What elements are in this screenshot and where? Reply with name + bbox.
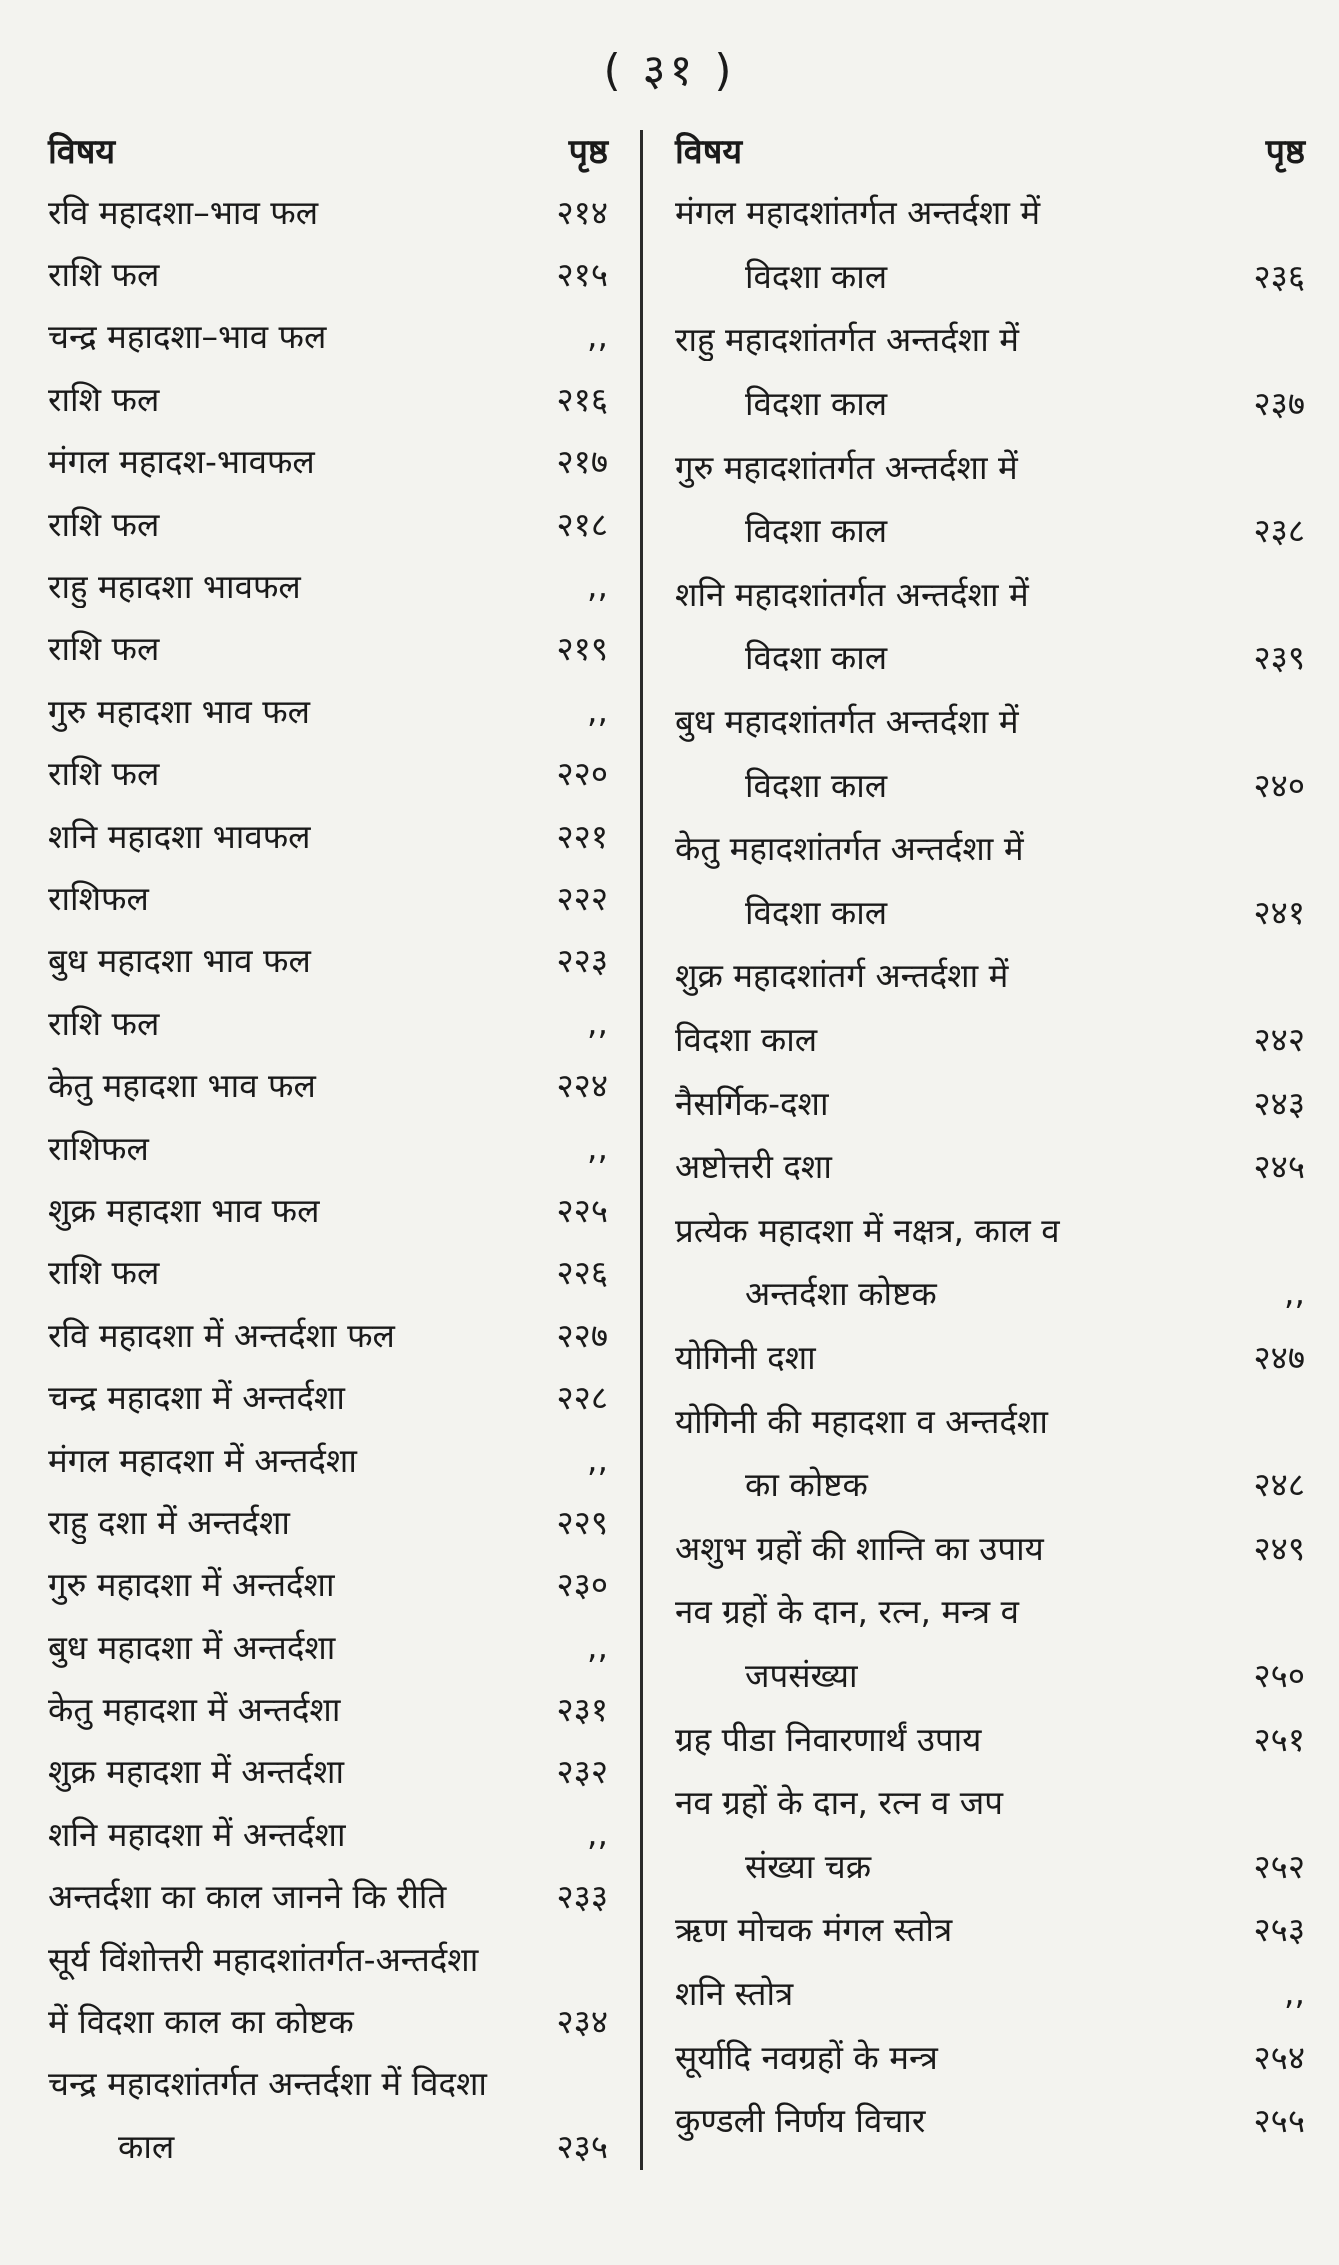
entry-title: योगिनी की महादशा व अन्तर्दशा: [675, 1401, 1048, 1441]
entry-title: चन्द्र महादशांतर्गत अन्तर्दशा में विदशा: [48, 2064, 487, 2104]
toc-entry: [675, 1261, 1305, 1325]
toc-entry: [675, 1388, 1305, 1452]
entry-title: विदशा काल: [745, 384, 888, 424]
entry-title: शनि महादशा भावफल: [48, 816, 311, 856]
entry-page: २२१: [556, 816, 608, 856]
toc-entry: [675, 752, 1305, 816]
toc-entry: [48, 1116, 608, 1178]
toc-entry: [48, 1490, 608, 1552]
toc-entry: [48, 866, 608, 928]
left-header: [48, 120, 608, 180]
toc-entry: [675, 1643, 1305, 1707]
entry-page: ,,: [1284, 1273, 1305, 1313]
toc-entry: [48, 554, 608, 616]
toc-entry: [48, 1365, 608, 1427]
page-header: पृष्ठ: [568, 132, 608, 172]
entry-title: बुध महादशांतर्गत अन्तर्दशा में: [675, 702, 1019, 742]
toc-entry: [675, 562, 1305, 626]
right-column: [675, 120, 1305, 2151]
entry-title: अन्तर्दशा का काल जानने कि रीति: [48, 1877, 447, 1917]
toc-entry: [675, 1070, 1305, 1134]
toc-entry: [675, 1325, 1305, 1389]
page-number: ( ३१ ): [603, 45, 736, 96]
entry-title: मंगल महादशांतर्गत अन्तर्दशा में: [675, 193, 1041, 233]
entry-title: ग्रह पीडा निवारणार्थं उपाय: [675, 1719, 982, 1759]
toc-entry: [48, 242, 608, 304]
entry-title: प्रत्येक महादशा में नक्षत्र, काल व: [675, 1210, 1060, 1250]
toc-entry: [48, 1802, 608, 1864]
entry-page: २३९: [1253, 638, 1305, 678]
entry-title: अशुभ ग्रहों की शान्ति का उपाय: [675, 1528, 1044, 1568]
toc-entry: [675, 880, 1305, 944]
entry-page: २४८: [1253, 1465, 1305, 1505]
entry-title: सूर्य विंशोत्तरी महादशांतर्गत-अन्तर्दशा: [48, 1939, 479, 1979]
entry-page: २२०: [556, 754, 608, 794]
entry-title: संख्या चक्र: [745, 1846, 872, 1886]
entry-title: रवि महादशा में अन्तर्दशा फल: [48, 1315, 395, 1355]
entry-title: राशि फल: [48, 1253, 160, 1293]
entry-title: जपसंख्या: [745, 1655, 858, 1695]
entry-page: २५१: [1253, 1719, 1305, 1759]
toc-entry: [48, 1865, 608, 1927]
toc-entry: [675, 1452, 1305, 1516]
entry-title: विदशा काल: [745, 892, 888, 932]
toc-entry: [675, 1833, 1305, 1897]
toc-entry: [675, 1706, 1305, 1770]
entry-title: चन्द्र महादशा–भाव फल: [48, 317, 327, 357]
entry-title: चन्द्र महादशा में अन्तर्दशा: [48, 1378, 345, 1418]
entry-page: ,,: [587, 316, 608, 356]
entry-title: विदशा काल: [675, 1020, 818, 1060]
entry-page: ,,: [587, 566, 608, 606]
toc-entry: [48, 804, 608, 866]
entry-title: का कोष्टक: [745, 1465, 868, 1505]
entry-title: विदशा काल: [745, 638, 888, 678]
entry-page: २३७: [1253, 384, 1305, 424]
entry-page: २३५: [556, 2126, 608, 2166]
toc-entry: [48, 1178, 608, 1240]
toc-entry: [48, 1740, 608, 1802]
entry-page: २४१: [1253, 892, 1305, 932]
entry-title: गुरु महादशा भाव फल: [48, 691, 311, 731]
toc-entry: [675, 180, 1305, 244]
toc-entry: [675, 1007, 1305, 1071]
entry-title: कुण्डली निर्णय विचार: [675, 2101, 926, 2141]
toc-entry: [48, 1241, 608, 1303]
entry-title: अन्तर्दशा कोष्टक: [745, 1274, 937, 1314]
toc-entry: [675, 1515, 1305, 1579]
entry-page: २५२: [1253, 1846, 1305, 1886]
entry-page: २१४: [556, 192, 608, 232]
entry-title: योगिनी दशा: [675, 1337, 816, 1377]
entry-title: बुध महादशा भाव फल: [48, 941, 311, 981]
entry-title: राहु महादशा भावफल: [48, 567, 301, 607]
entry-title: शनि स्तोत्र: [675, 1973, 794, 2013]
entry-page: २१८: [556, 504, 608, 544]
entry-page: २३१: [556, 1690, 608, 1730]
entry-page: २२७: [556, 1315, 608, 1355]
toc-entry: [48, 679, 608, 741]
entry-title: शनि महादशांतर्गत अन्तर्दशा में: [675, 574, 1029, 614]
toc-entry: [675, 498, 1305, 562]
toc-entry: [48, 1677, 608, 1739]
toc-entry: [675, 2088, 1305, 2152]
toc-entry: [675, 1770, 1305, 1834]
entry-title: विदशा काल: [745, 765, 888, 805]
entry-title: मंगल महादश-भावफल: [48, 442, 315, 482]
toc-entry: [675, 1134, 1305, 1198]
entry-page: २४९: [1253, 1528, 1305, 1568]
entry-title: शनि महादशा में अन्तर्दशा: [48, 1814, 346, 1854]
toc-entry: [48, 1428, 608, 1490]
entry-page: ,,: [587, 1002, 608, 1042]
entry-title: ऋण मोचक मंगल स्तोत्र: [675, 1910, 953, 1950]
subject-header: विषय: [675, 132, 743, 172]
entry-title: अष्टोत्तरी दशा: [675, 1147, 832, 1187]
toc-entry: [48, 1303, 608, 1365]
entry-page: ,,: [587, 1626, 608, 1666]
entry-title: राशि फल: [48, 629, 160, 669]
entry-page: ,,: [587, 1813, 608, 1853]
entry-title: राहु महादशांतर्गत अन्तर्दशा में: [675, 320, 1019, 360]
toc-entry: [675, 371, 1305, 435]
entry-title: राशिफल: [48, 878, 149, 918]
toc-entry: [675, 1897, 1305, 1961]
entry-page: २३३: [556, 1877, 608, 1917]
toc-entry: [48, 929, 608, 991]
toc-entry: [675, 434, 1305, 498]
entry-page: २४३: [1253, 1083, 1305, 1123]
toc-entry: [48, 1989, 608, 2051]
entry-page: २१९: [556, 629, 608, 669]
entry-title: में विदशा काल का कोष्टक: [48, 2002, 354, 2042]
entry-title: विदशा काल: [745, 511, 888, 551]
entry-page: २४२: [1253, 1020, 1305, 1060]
entry-title: गुरु महादशा में अन्तर्दशा: [48, 1565, 335, 1605]
entry-title: नव ग्रहों के दान, रत्न व जप: [675, 1783, 1004, 1823]
toc-entry: [675, 2024, 1305, 2088]
entry-title: गुरु महादशांतर्गत अन्तर्दशा में: [675, 447, 1018, 487]
toc-entry: [48, 1553, 608, 1615]
entry-title: राशि फल: [48, 379, 160, 419]
entry-page: २४७: [1253, 1337, 1305, 1377]
toc-entry: [675, 943, 1305, 1007]
toc-entry: [48, 1927, 608, 1989]
entry-page: २२८: [556, 1378, 608, 1418]
toc-entry: [675, 307, 1305, 371]
subject-header: विषय: [48, 132, 116, 172]
entry-page: २२६: [556, 1253, 608, 1293]
entry-page: २४०: [1253, 765, 1305, 805]
entry-page: ,,: [587, 690, 608, 730]
entry-title: बुध महादशा में अन्तर्दशा: [48, 1627, 336, 1667]
entry-page: ,,: [587, 1439, 608, 1479]
entry-title: केतु महादशांतर्गत अन्तर्दशा में: [675, 829, 1024, 869]
entry-title: राशि फल: [48, 1003, 160, 1043]
entry-page: २३८: [1253, 511, 1305, 551]
entry-title: नैसर्गिक-दशा: [675, 1083, 829, 1123]
toc-entry: [675, 244, 1305, 308]
toc-entry: [48, 305, 608, 367]
entry-title: शुक्र महादशांतर्ग अन्तर्दशा में: [675, 956, 1009, 996]
entry-title: केतु महादशा में अन्तर्दशा: [48, 1690, 341, 1730]
toc-entry: [48, 1615, 608, 1677]
page-header: पृष्ठ: [1265, 132, 1305, 172]
toc-entry: [48, 2052, 608, 2114]
entry-page: २५०: [1253, 1655, 1305, 1695]
toc-entry: [48, 617, 608, 679]
entry-title: शुक्र महादशा में अन्तर्दशा: [48, 1752, 344, 1792]
entry-page: २२२: [556, 878, 608, 918]
toc-entry: [675, 1961, 1305, 2025]
entry-page: २३६: [1253, 256, 1305, 296]
entry-title: राशिफल: [48, 1128, 149, 1168]
entry-title: राशि फल: [48, 754, 160, 794]
entry-title: शुक्र महादशा भाव फल: [48, 1190, 320, 1230]
entry-page: २३४: [556, 2002, 608, 2042]
entry-title: राहु दशा में अन्तर्दशा: [48, 1502, 290, 1542]
toc-entry: [48, 180, 608, 242]
entry-page: ,,: [1284, 1972, 1305, 2012]
entry-page: २१६: [556, 379, 608, 419]
left-column: [48, 120, 608, 2177]
entry-title: नव ग्रहों के दान, रत्न, मन्त्र व: [675, 1592, 1019, 1632]
toc-entry: [48, 430, 608, 492]
toc-entry: [48, 742, 608, 804]
toc-entry: [48, 991, 608, 1053]
toc-entry: [675, 689, 1305, 753]
entry-page: ,,: [587, 1127, 608, 1167]
entry-title: विदशा काल: [745, 256, 888, 296]
entry-page: २१५: [556, 255, 608, 295]
entry-title: राशि फल: [48, 255, 160, 295]
toc-entry: [48, 367, 608, 429]
entry-page: २२९: [556, 1502, 608, 1542]
entry-page: २२५: [556, 1190, 608, 1230]
entry-page: २२३: [556, 941, 608, 981]
toc-entry: [675, 625, 1305, 689]
entry-page: २५३: [1253, 1910, 1305, 1950]
entry-title: राशि फल: [48, 504, 160, 544]
toc-entry: [675, 1579, 1305, 1643]
entry-title: मंगल महादशा में अन्तर्दशा: [48, 1440, 357, 1480]
right-entries: [675, 180, 1305, 2151]
toc-entry: [675, 816, 1305, 880]
entry-title: काल: [118, 2126, 175, 2166]
toc-entry: [48, 492, 608, 554]
entry-title: सूर्यादि नवग्रहों के मन्त्र: [675, 2037, 938, 2077]
toc-entry: [48, 2114, 608, 2176]
entry-page: २५४: [1253, 2037, 1305, 2077]
entry-page: २२४: [556, 1066, 608, 1106]
entry-page: २३०: [556, 1565, 608, 1605]
toc-entry: [48, 1053, 608, 1115]
column-divider: [640, 130, 643, 2170]
entry-page: २५५: [1253, 2101, 1305, 2141]
entry-title: रवि महादशा–भाव फल: [48, 192, 319, 232]
entry-page: २३२: [556, 1752, 608, 1792]
entry-title: केतु महादशा भाव फल: [48, 1066, 316, 1106]
entry-page: २४५: [1253, 1147, 1305, 1187]
entry-page: २१७: [556, 442, 608, 482]
right-header: [675, 120, 1305, 180]
toc-entry: [675, 1198, 1305, 1262]
left-entries: [48, 180, 608, 2177]
